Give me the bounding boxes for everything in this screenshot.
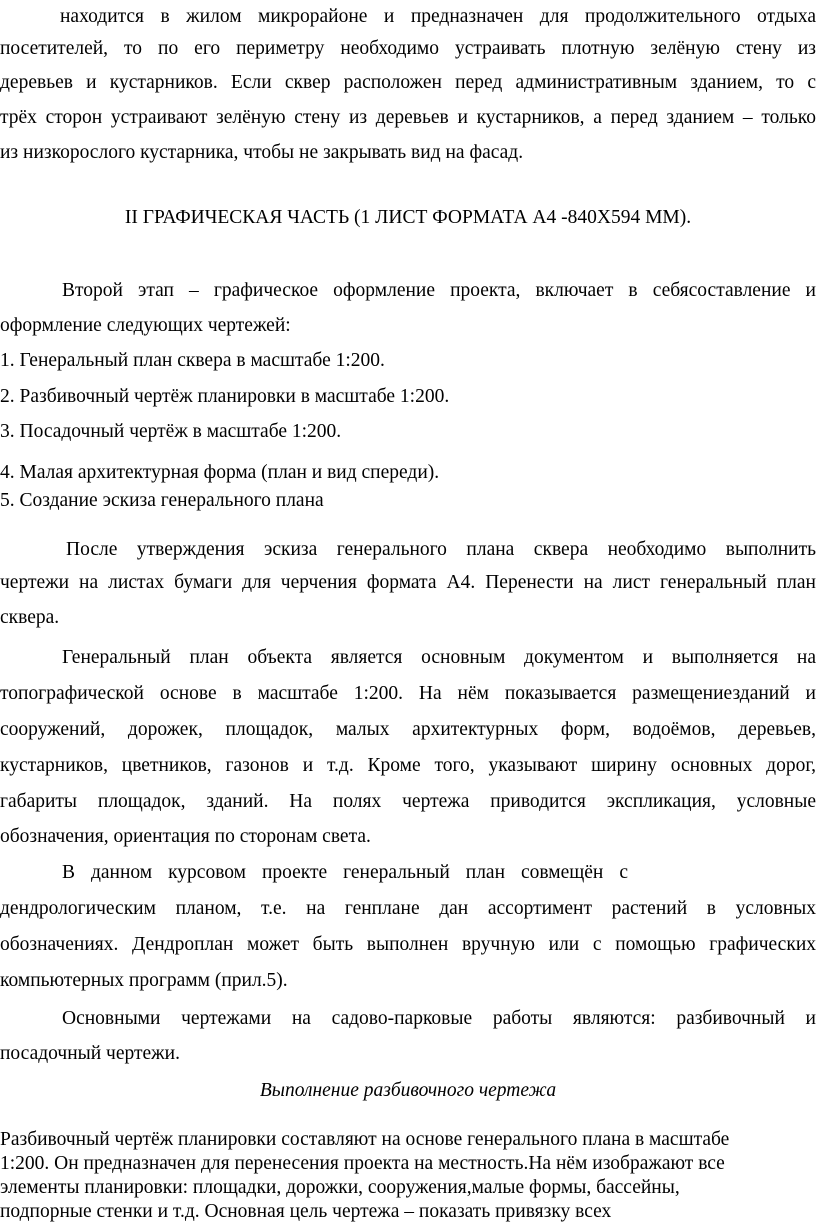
paragraph-line: Второй этап – графическое оформление проекта, включает в себясоставление и <box>62 280 816 301</box>
paragraph-line: находится в жилом микрорайоне и предназначен для продолжительного отдыха <box>60 6 816 27</box>
paragraph-line: В данном курсовом проекте генеральный план совмещён с <box>62 862 628 883</box>
paragraph-line: габариты площадок, зданий. На полях чертежа приводится экспликация, условные <box>0 791 816 812</box>
paragraph-line: оформление следующих чертежей: <box>0 315 291 336</box>
paragraph-line: подпорные стенки и т.д. Основная цель чертежа – показать привязку всех <box>0 1201 612 1222</box>
paragraph-line: посетителей, то по его периметру необходимо устраивать плотную зелёную стену из <box>0 38 816 59</box>
paragraph-line: чертежи на листах бумаги для черчения формата А4. Перенести на лист генеральный план <box>0 572 816 593</box>
list-item: 5. Создание эскиза генерального плана <box>0 490 324 511</box>
section-heading: II ГРАФИЧЕСКАЯ ЧАСТЬ (1 ЛИСТ ФОРМАТА А4 -840Х594 ММ). <box>124 207 692 228</box>
paragraph-line: Основными чертежами на садово-парковые работы являются: разбивочный и <box>62 1008 816 1029</box>
paragraph-line: Разбивочный чертёж планировки составляют на основе генерального плана в масштабе <box>0 1129 730 1150</box>
paragraph-line: посадочный чертежи. <box>0 1043 180 1064</box>
paragraph-line: сквера. <box>0 607 60 628</box>
subsection-heading: Выполнение разбивочного чертежа <box>259 1080 557 1101</box>
paragraph-line: дендрологическим планом, т.е. на генплане дан ассортимент растений в условных <box>0 898 816 919</box>
paragraph-line: элементы планировки: площадки, дорожки, сооружения,малые формы, бассейны, <box>0 1177 680 1198</box>
list-item: 2. Разбивочный чертёж планировки в масштабе 1:200. <box>0 386 450 407</box>
paragraph-line: деревьев и кустарников. Если сквер расположен перед административным зданием, то с <box>0 72 816 93</box>
paragraph-line: 1:200. Он предназначен для перенесения проекта на местность.На нём изображают все <box>0 1153 725 1174</box>
paragraph-line: Генеральный план объекта является основным документом и выполняется на <box>62 647 816 668</box>
paragraph-line: обозначениях. Дендроплан может быть выполнен вручную или с помощью графических <box>0 934 816 955</box>
paragraph-line: обозначения, ориентация по сторонам света. <box>0 826 371 847</box>
paragraph-line: сооружений, дорожек, площадок, малых архитектурных форм, водоёмов, деревьев, <box>0 719 816 740</box>
list-item: 3. Посадочный чертёж в масштабе 1:200. <box>0 421 342 442</box>
paragraph-line: кустарников, цветников, газонов и т.д. Кроме того, указывают ширину основных дорог, <box>0 755 816 776</box>
paragraph-line: трёх сторон устраивают зелёную стену из деревьев и кустарников, а перед зданием – только <box>0 107 816 128</box>
paragraph-line: топографической основе в масштабе 1:200. На нём показывается размещениезданий и <box>0 683 816 704</box>
list-item: 4. Малая архитектурная форма (план и вид спереди). <box>0 462 440 483</box>
paragraph-line: После утверждения эскиза генерального плана сквера необходимо выполнить <box>66 539 816 560</box>
paragraph-line: из низкорослого кустарника, чтобы не закрывать вид на фасад. <box>0 142 524 163</box>
list-item: 1. Генеральный план сквера в масштабе 1:200. <box>0 350 385 371</box>
paragraph-line: компьютерных программ (прил.5). <box>0 970 288 991</box>
